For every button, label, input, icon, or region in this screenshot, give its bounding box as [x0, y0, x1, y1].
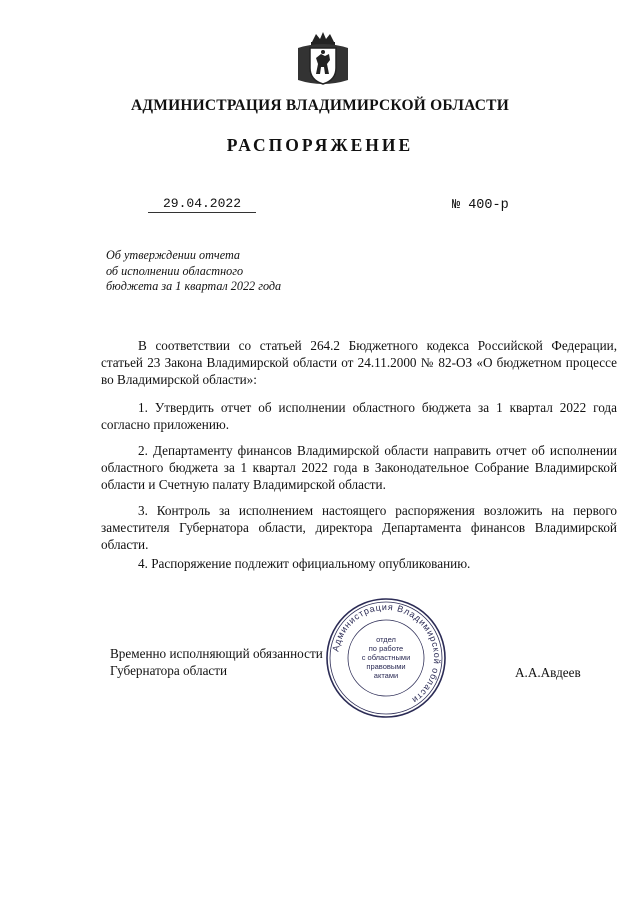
seal-inner-line: правовыми [366, 662, 406, 671]
paragraph: 2. Департаменту финансов Владимирской области направить отчет об исполнении областного бюджета за 1 квартал 2022 года в Законодательное Собрание Владимирской области и Счетную палату Владимирской области. [101, 443, 617, 492]
seal-outer-text: Администрация Владимирской области [330, 601, 443, 706]
seal-inner-line: отдел [376, 635, 396, 644]
signatory-name: А.А.Авдеев [515, 665, 581, 680]
position-line: Временно исполняющий обязанности [110, 646, 323, 661]
document-number: № 400-р [452, 198, 509, 213]
document-subject [106, 248, 281, 295]
seal-inner-line: по работе [368, 644, 404, 653]
seal-inner-line: с областными [361, 653, 411, 662]
position-line: Губернатора области [110, 663, 228, 678]
body-item-2 [101, 443, 617, 493]
subject-line: бюджета за 1 квартал 2022 года [106, 279, 282, 293]
document-date: 29.04.2022 [148, 196, 256, 213]
paragraph: 1. Утвердить отчет об исполнении областного бюджета за 1 квартал 2022 года согласно приложению. [101, 400, 617, 432]
subject-line: об исполнении областного [106, 263, 244, 278]
paragraph: 3. Контроль за исполнением настоящего распоряжения возложить на первого заместителя Губернатора области, директора Департамента финансов Владимирской области. [101, 503, 617, 552]
official-seal-icon [325, 597, 447, 719]
body-intro [101, 338, 617, 388]
signatory-position [110, 645, 323, 679]
seal-inner-line: актами [373, 671, 399, 680]
paragraph: В соответствии со статьей 264.2 Бюджетного кодекса Российской Федерации, статьей 23 Закона Владимирской области от 24.11.2000 № 82-ОЗ «О бюджетном процессе во Владимирской области»: [101, 338, 617, 387]
coat-of-arms-icon [294, 30, 352, 88]
subject-line: Об утверждении отчета [106, 248, 241, 262]
organization-title: АДМИНИСТРАЦИЯ ВЛАДИМИРСКОЙ ОБЛАСТИ [131, 97, 509, 114]
body-item-1 [101, 400, 617, 434]
body-item-4 [101, 556, 617, 573]
document-type: РАСПОРЯЖЕНИЕ [226, 135, 414, 155]
paragraph: 4. Распоряжение подлежит официальному опубликованию. [138, 556, 471, 571]
body-item-3 [101, 503, 617, 553]
